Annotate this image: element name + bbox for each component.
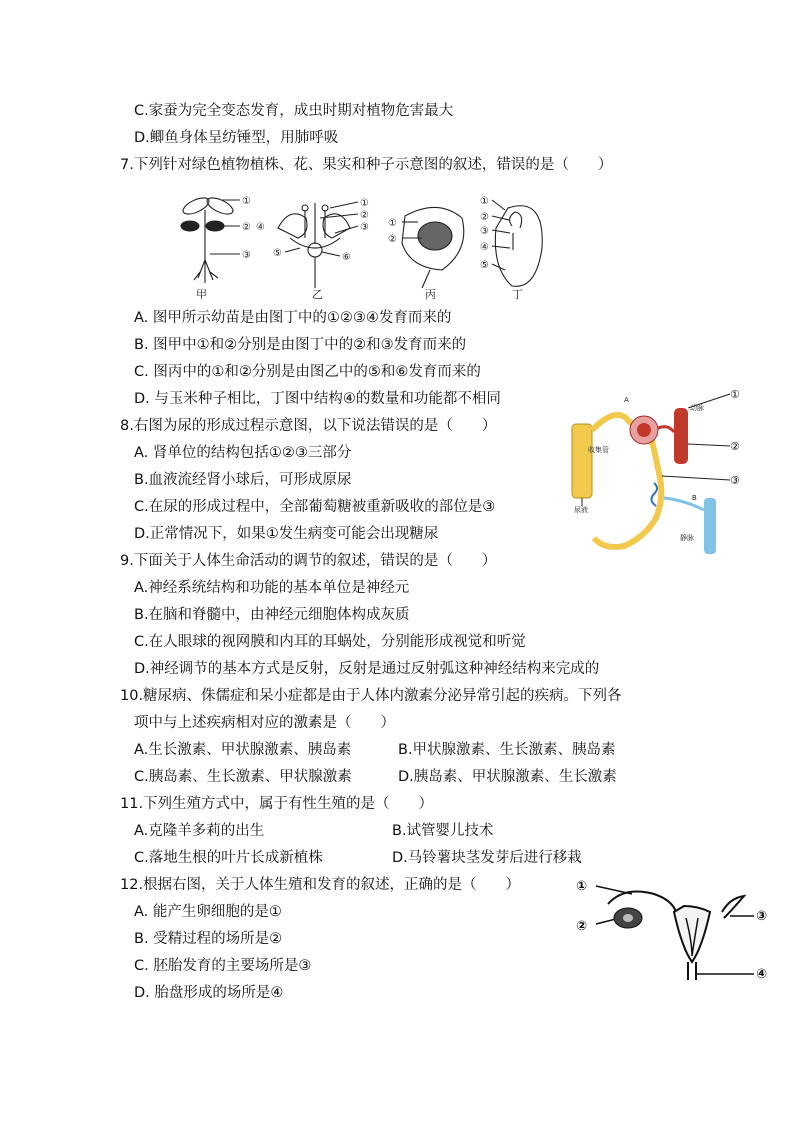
q9-option-a: A.神经系统结构和功能的基本单位是神经元: [134, 580, 410, 596]
marker-3: ③: [756, 909, 768, 924]
q10-option-c: C.胰岛素、生长激素、甲状腺激素: [134, 769, 352, 785]
marker-1: ①: [576, 879, 588, 894]
q8-option-d: D.正常情况下，如果①发生病变可能会出现糖尿: [134, 526, 439, 542]
q12-option-c: C. 胚胎发育的主要场所是③: [134, 958, 312, 974]
marker-3: ③: [242, 250, 251, 261]
marker-4: ④: [480, 242, 489, 253]
q8-option-c: C.在尿的形成过程中，全部葡萄糖被重新吸收的部位是③: [134, 499, 496, 515]
q11-option-d: D.马铃薯块茎发芽后进行移栽: [392, 850, 582, 866]
q6-option-d: D.鲫鱼身体呈纺锤型，用肺呼吸: [134, 130, 339, 146]
q9-option-c: C.在人眼球的视网膜和内耳的耳蜗处，分别能形成视觉和听觉: [134, 634, 526, 650]
q12-stem: 12.根据右图，关于人体生殖和发育的叙述，正确的是（ ）: [120, 877, 521, 893]
q9-option-b: B.在脑和脊髓中，由神经元细胞体构成灰质: [134, 607, 410, 623]
q10-stem-cont: 项中与上述疾病相对应的激素是（ ）: [134, 715, 395, 731]
q8-option-b: B.血液流经肾小球后，可形成原尿: [134, 472, 352, 488]
marker-2: ②: [360, 210, 369, 221]
q7-option-c: C. 图丙中的①和②分别是由图乙中的⑤和⑥发育而来的: [134, 364, 481, 380]
q9-stem: 9.下面关于人体生命活动的调节的叙述，错误的是（ ）: [120, 553, 497, 569]
artery-label: 动脉: [690, 404, 704, 412]
q10-option-a: A.生长激素、甲状腺激素、胰岛素: [134, 742, 352, 758]
oviduct-left: [608, 892, 676, 912]
vein: [704, 498, 716, 554]
q8-stem: 8.右图为尿的形成过程示意图，以下说法错误的是（ ）: [120, 418, 497, 434]
q7-stem: 7.下列针对绿色植物植株、花、果实和种子示意图的叙述，错误的是（ ）: [120, 157, 613, 173]
marker-1: ①: [730, 388, 740, 401]
q10-stem: 10.糖尿病、侏儒症和呆小症都是由于人体内激素分泌异常引起的疾病。下列各: [120, 688, 622, 704]
q11-stem: 11.下列生殖方式中，属于有性生殖的是（ ）: [120, 796, 434, 812]
fig-label-yi: 乙: [312, 288, 323, 301]
marker-5: ⑤: [273, 248, 282, 259]
nephron-diagram: [564, 388, 754, 563]
marker-6: ⑥: [342, 252, 351, 263]
marker-2: ②: [730, 440, 740, 453]
marker-1: ①: [480, 196, 489, 207]
marker-3: ③: [730, 474, 740, 487]
artery: [674, 408, 688, 464]
marker-2: ②: [242, 222, 251, 233]
q11-option-a: A.克隆羊多莉的出生: [134, 823, 265, 839]
marker-2: ②: [388, 234, 397, 245]
fig-label-ding: 丁: [512, 288, 523, 301]
marker-1: ①: [242, 196, 251, 207]
urine-label: 尿液: [574, 506, 588, 514]
q8-option-a: A. 肾单位的结构包括①②③三部分: [134, 445, 352, 461]
seed-figure: [492, 200, 542, 286]
q12-option-a: A. 能产生卵细胞的是①: [134, 904, 282, 920]
marker-4: ④: [256, 222, 265, 233]
q12-option-b: B. 受精过程的场所是②: [134, 931, 283, 947]
fig-label-bing: 丙: [425, 288, 436, 301]
vein-label: 静脉: [680, 534, 694, 542]
marker-2: ②: [576, 919, 588, 934]
q6-option-c: C.家蚕为完全变态发育，成虫时期对植物危害最大: [134, 103, 454, 119]
fruit-figure: [402, 207, 464, 288]
label-a: A: [624, 396, 629, 404]
marker-3: ③: [480, 226, 489, 237]
marker-4: ④: [756, 967, 768, 982]
q7-option-b: B. 图甲中①和②分别是由图丁中的②和③发育而来的: [134, 337, 467, 353]
marker-5: ⑤: [480, 260, 489, 271]
marker-3: ③: [360, 222, 369, 233]
q7-plant-figures: [160, 188, 555, 303]
collecting-duct-label: 收集管: [588, 446, 609, 454]
q11-option-b: B.试管婴儿技术: [392, 823, 494, 839]
marker-2: ②: [480, 212, 489, 223]
flower-figure: [278, 202, 358, 288]
q10-option-b: B.甲状腺激素、生长激素、胰岛素: [398, 742, 616, 758]
vagina: [688, 962, 696, 980]
q9-option-d: D.神经调节的基本方式是反射，反射是通过反射弧这种神经结构来完成的: [134, 661, 600, 677]
q7-option-a: A. 图甲所示幼苗是由图丁中的①②③④发育而来的: [134, 310, 452, 326]
marker-1: ①: [360, 198, 369, 209]
seedling-figure: [181, 195, 240, 283]
female-reproductive-diagram: [574, 872, 774, 984]
fig-label-jia: 甲: [196, 288, 207, 301]
marker-1: ①: [388, 218, 397, 229]
label-b: B: [692, 494, 697, 502]
oviduct-right: [722, 896, 744, 918]
q12-option-d: D. 胎盘形成的场所是④: [134, 985, 284, 1001]
q11-option-c: C.落地生根的叶片长成新植株: [134, 850, 323, 866]
collecting-duct: [572, 424, 592, 498]
q10-option-d: D.胰岛素、甲状腺激素、生长激素: [398, 769, 617, 785]
q7-option-d: D. 与玉米种子相比，丁图中结构④的数量和功能都不相同: [134, 391, 501, 407]
